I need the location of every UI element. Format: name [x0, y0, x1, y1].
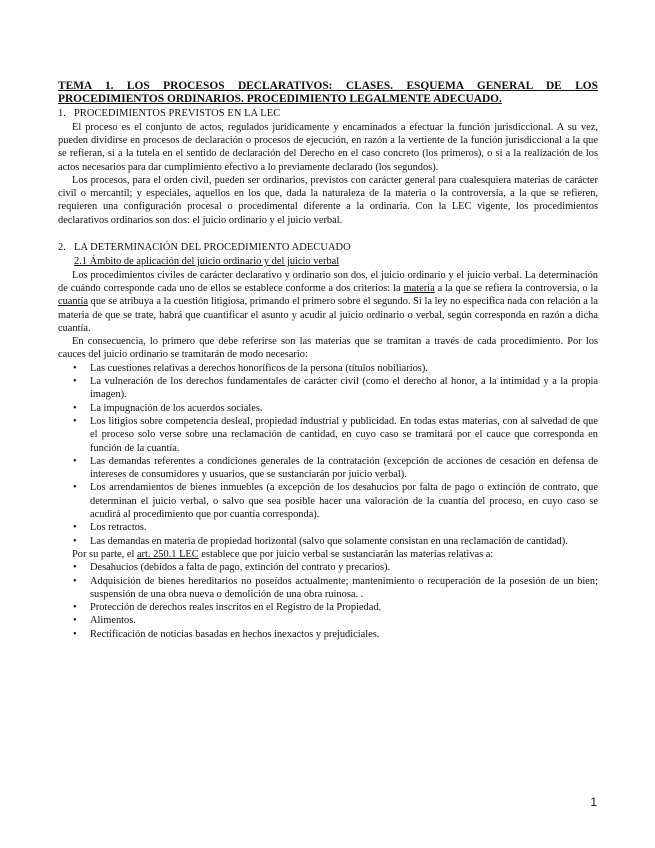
section-1-title: PROCEDIMIENTOS PREVISTOS EN LA LEC — [74, 108, 281, 120]
list-item: • Desahucios (debidos a falta de pago, extinción del contrato y precarios). — [90, 561, 598, 574]
list-item: • Las cuestiones relativas a derechos honoríficos de la persona (títulos nobiliarios). — [90, 362, 598, 375]
article-reference: art. 250.1 LEC — [136, 548, 199, 560]
term-cuantia: cuantía — [58, 296, 88, 308]
juicio-verbal-list — [58, 561, 598, 641]
section-2-heading — [58, 241, 598, 254]
list-item: • Los retractos. — [90, 521, 598, 534]
juicio-ordinario-list — [58, 362, 598, 548]
document-title: TEMA 1. LOS PROCESOS DECLARATIVOS: CLASES. ESQUEMA GENERAL DE LOS PROCEDIMIENTOS ORDINARIOS. PROCEDIMIENTO LEGALMENTE ADECUADO. — [58, 80, 598, 106]
term-materia: materia — [403, 282, 435, 294]
section-1-heading — [58, 107, 598, 120]
list-item: • La impugnación de los acuerdos sociales. — [90, 402, 598, 415]
list-item: • Adquisición de bienes hereditarios no poseídos actualmente; mantenimiento o recuperación de la posesión de un bien; suspensión de una obra nueva o demolición de una obra ruinosa. . — [90, 575, 598, 602]
list-item: • Los litigios sobre competencia desleal, propiedad industrial y publicidad. En todas estas materias, con al salvedad de que el proceso solo verse sobre una reclamación de cantidad, en cuyo caso se tramitará por el cauce que corresponda en función de la cuantía. — [90, 415, 598, 455]
section-1-number: 1. — [58, 108, 66, 120]
list-item: • Rectificación de noticias basadas en hechos inexactos y prejudiciales. — [90, 628, 598, 641]
document-page — [58, 80, 598, 641]
list-item: • Las demandas referentes a condiciones generales de la contratación (excepción de acciones de cesación en defensa de intereses de consumidores y usuarios, que se sustanciarán por juicio verbal). — [90, 455, 598, 482]
list-item: • Alimentos. — [90, 614, 598, 627]
section-2-title: LA DETERMINACIÓN DEL PROCEDIMIENTO ADECUADO — [74, 242, 351, 254]
page-number: 1 — [590, 795, 597, 809]
paragraph: En consecuencia, lo primero que debe referirse son las materias que se tramitan a través de cada procedimiento. Por los cauces del juicio ordinario se tramitarán de modo necesario: — [58, 336, 598, 361]
list-item: • Las demandas en materia de propiedad horizontal (salvo que solamente consistan en una reclamación de cantidad). — [90, 535, 598, 548]
paragraph-criterios: Los procedimientos civiles de carácter declarativo y ordinario son dos, el juicio ordinario y el juicio verbal. La determinación de cuándo corresponde cada uno de ellos se establece conforme a dos criterios: la materia a la que se refiera la controversia, o la cuantía que se atribuya a la cuestión litigiosa, primando el primero sobre el segundo. Si la ley no especifica nada con relación a la materia de que se trate, habrá que cuantificar el asunto y acudir al juicio ordinario o verbal, según corresponda en razón a dicha cuantía. — [58, 269, 598, 334]
paragraph: Los procesos, para el orden civil, pueden ser ordinarios, previstos con carácter general para cualesquiera materias de carácter civil o mercantil; y especiales, aquellos en los que, dada la naturaleza de la materia o la controversia, a la que se refieren, requieren una configuración procesal o procedimental diferente a la ordinaria. Con la LEC vigente, los procedimientos declarativos ordinarios son dos: el juicio ordinario y el juicio verbal. — [58, 174, 598, 226]
list-item: • La vulneración de los derechos fundamentales de carácter civil (como el derecho al honor, a la intimidad y a la propia imagen). — [90, 375, 598, 402]
list-item: • Protección de derechos reales inscritos en el Registro de la Propiedad. — [90, 601, 598, 614]
paragraph-verbal-intro: Por su parte, el art. 250.1 LEC establece que por juicio verbal se sustanciarán las materias relativas a: — [72, 548, 494, 560]
list-item: • Los arrendamientos de bienes inmuebles (a excepción de los desahucios por falta de pago o extinción de contrato, que determinan el juicio verbal, o salvo que sea posible hacer una valoración de la cuantía del proceso, en cuyo caso se acudirá al procedimiento que por cuantía corresponda). — [90, 481, 598, 521]
section-2-number: 2. — [58, 242, 66, 254]
paragraph: El proceso es el conjunto de actos, regulados jurídicamente y encaminados a efectuar la función jurisdiccional. A su vez, pueden dividirse en procesos de declaración o procesos de ejecución, en razón a la vertiente de la función jurisdiccional a la que se refieran, si a la tutela en el sentido de declaración del Derecho en el caso concreto (los primeros), o si a la realización de los actos necesarios para dar cumplimiento efectivo a lo previamente declarado (los segundos). — [58, 121, 598, 173]
subsection-2-1-heading: 2.1 Ámbito de aplicación del juicio ordinario y del juicio verbal — [74, 256, 340, 268]
